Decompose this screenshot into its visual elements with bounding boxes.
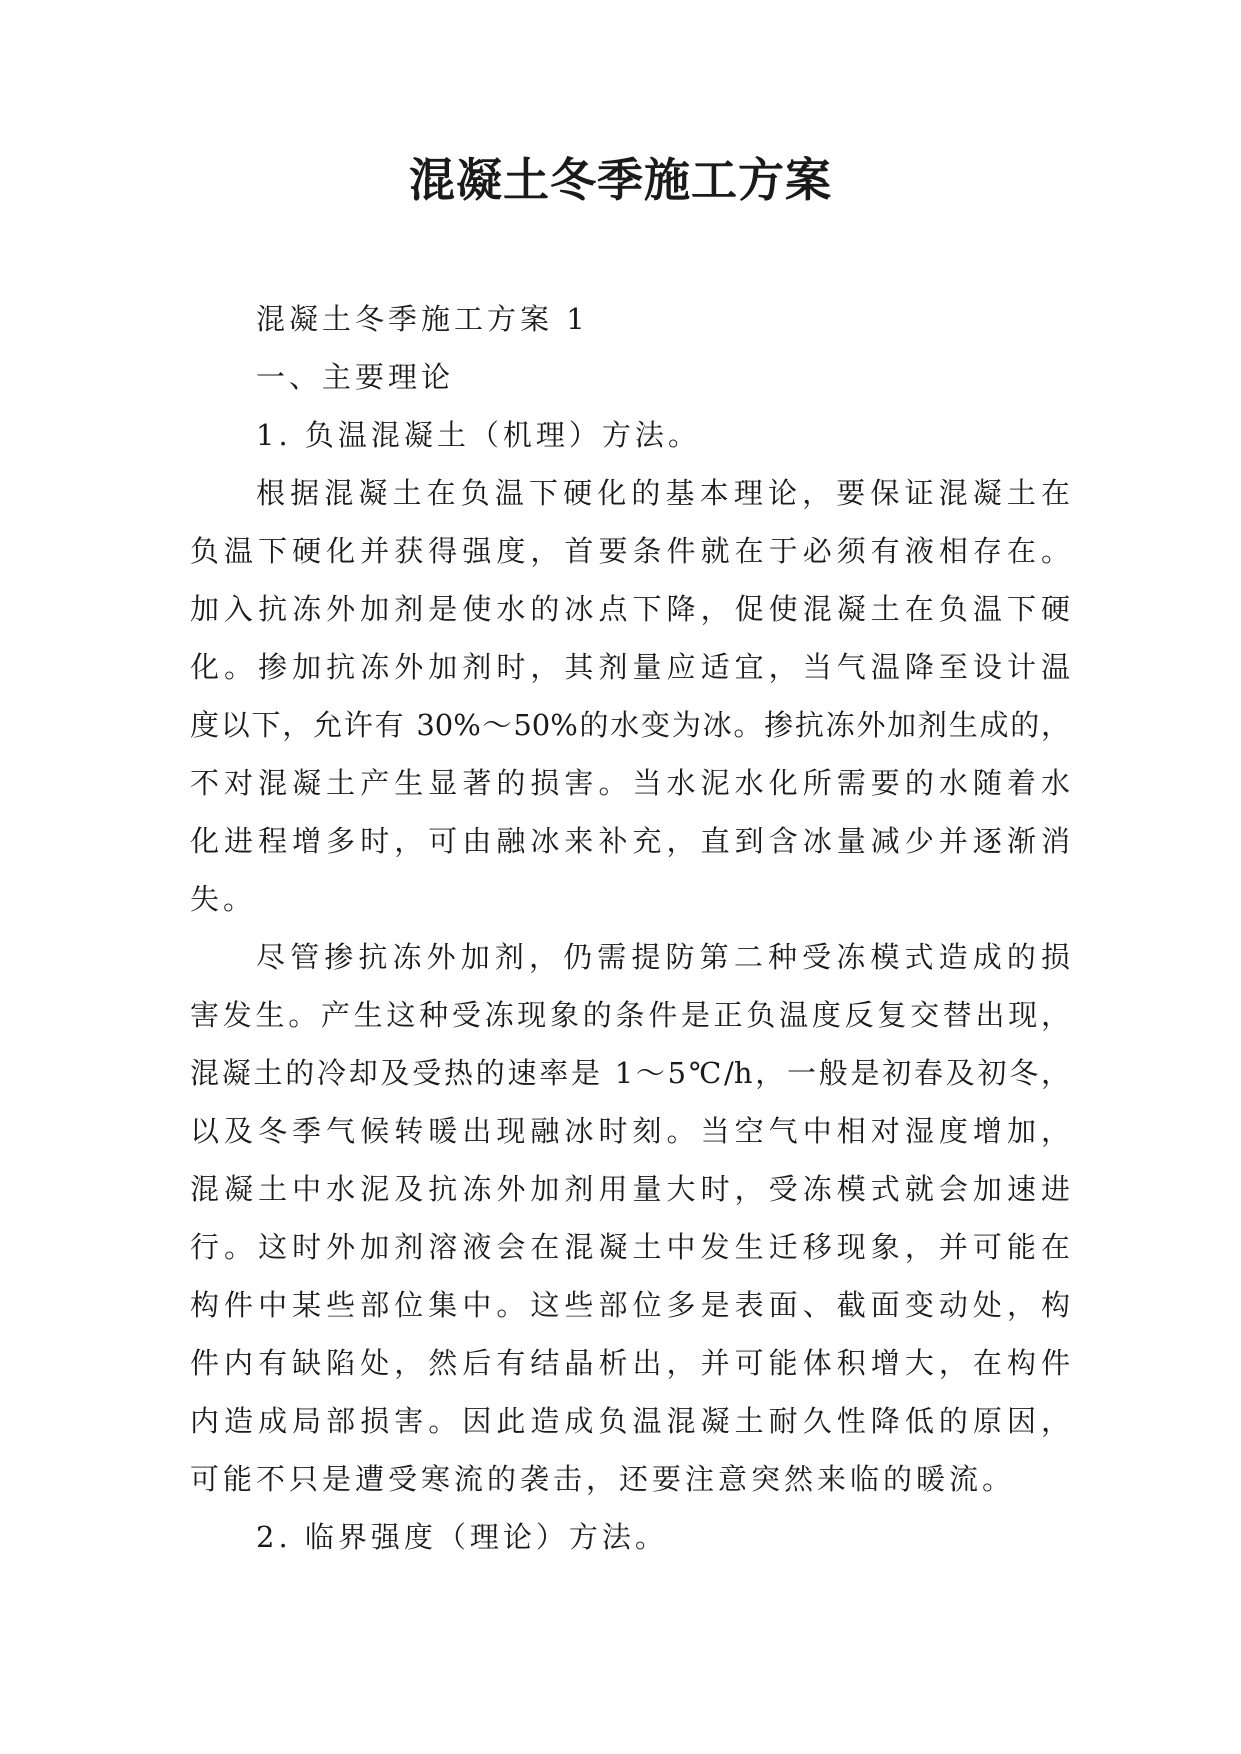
section-heading: 混凝土冬季施工方案 1 [256,302,589,336]
paragraph-line: 负温下硬化并获得强度，首要条件就在于必须有液相存在。 [190,534,1070,568]
paragraph-line: 可能不只是遭受寒流的袭击，还要注意突然来临的暖流。 [190,1462,1016,1496]
paragraph-line: 化。掺加抗冻外加剂时，其剂量应适宜，当气温降至设计温 [190,650,1070,684]
document-body [190,290,1070,1566]
item-heading: 1. 负温混凝土（机理）方法。 [256,418,701,452]
paragraph-line: 害发生。产生这种受冻现象的条件是正负温度反复交替出现， [190,998,1070,1032]
item-heading: 2. 临界强度（理论）方法。 [256,1520,668,1554]
paragraph-line: 化进程增多时，可由融冰来补充，直到含冰量减少并逐渐消 [190,824,1070,858]
paragraph-line: 不对混凝土产生显著的损害。当水泥水化所需要的水随着水 [190,766,1070,800]
paragraph-line: 根据混凝土在负温下硬化的基本理论，要保证混凝土在 [256,476,1070,510]
document-title: 混凝土冬季施工方案 [409,153,832,207]
paragraph-line: 以及冬季气候转暖出现融冰时刻。当空气中相对湿度增加， [190,1114,1070,1148]
paragraph-line: 行。这时外加剂溶液会在混凝土中发生迁移现象，并可能在 [190,1230,1070,1264]
paragraph-line: 件内有缺陷处，然后有结晶析出，并可能体积增大，在构件 [190,1346,1070,1380]
paragraph-line: 内造成局部损害。因此造成负温混凝土耐久性降低的原因， [190,1404,1070,1438]
paragraph-line: 构件中某些部位集中。这些部位多是表面、截面变动处，构 [190,1288,1070,1322]
subsection-heading: 一、主要理论 [256,360,455,394]
paragraph-line: 加入抗冻外加剂是使水的冰点下降，促使混凝土在负温下硬 [190,592,1070,626]
paragraph-line: 混凝土中水泥及抗冻外加剂用量大时，受冻模式就会加速进 [190,1172,1070,1206]
paragraph-line: 失。 [190,882,257,916]
paragraph-line: 度以下，允许有 30%～50%的水变为冰。掺抗冻外加剂生成的， [190,708,1070,742]
paragraph-line: 尽管掺抗冻外加剂，仍需提防第二种受冻模式造成的损 [256,940,1070,974]
paragraph-line: 混凝土的冷却及受热的速率是 1～5℃/h，一般是初春及初冬， [190,1056,1070,1090]
